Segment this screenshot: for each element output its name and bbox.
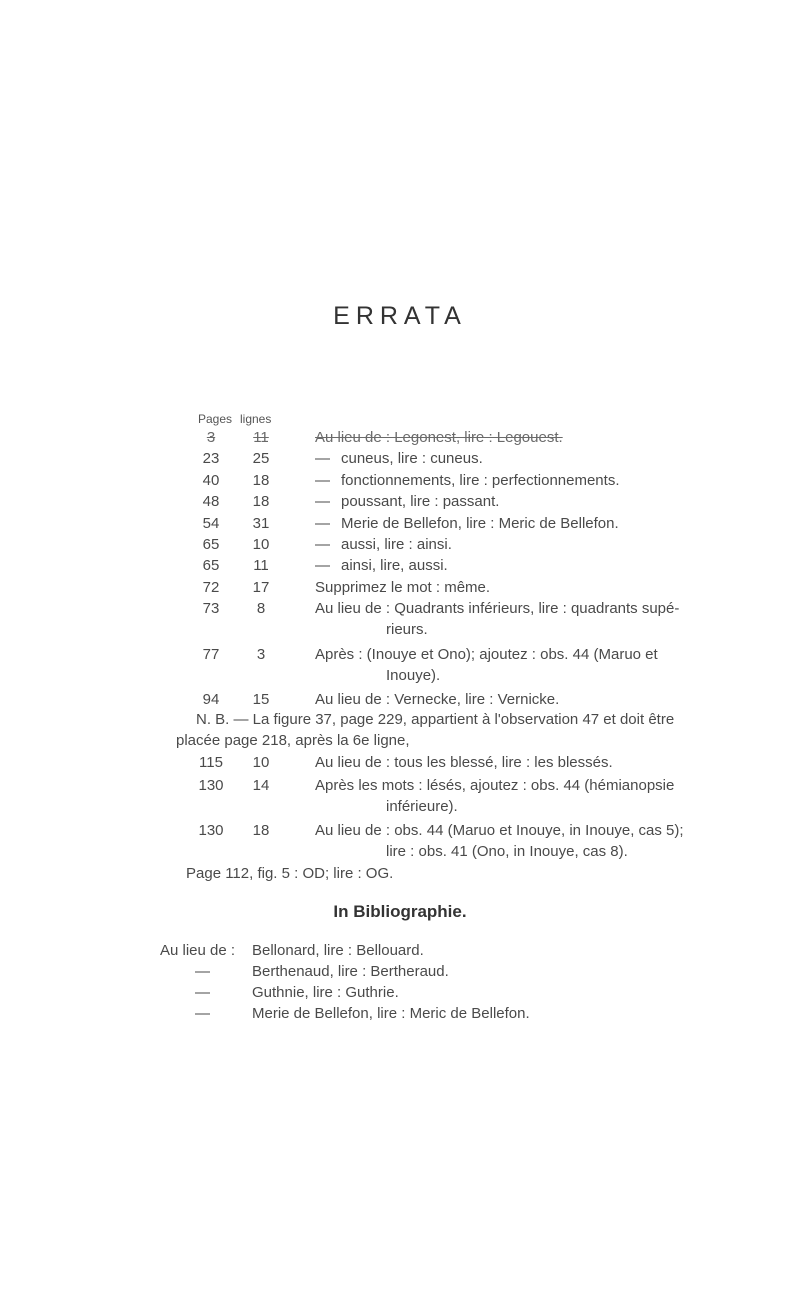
bibliography-dash: — [195, 984, 210, 1001]
bibliography-dash: — [195, 1005, 210, 1022]
entry-line: 11 [253, 429, 269, 446]
entry-line: 11 [253, 557, 269, 574]
entry-line: 10 [252, 536, 270, 553]
entry-continuation: lire : obs. 41 (Ono, in Inouye, cas 8). [386, 843, 628, 860]
entry-text: aussi, lire : ainsi. [341, 536, 452, 553]
bibliography-item: Guthnie, lire : Guthrie. [252, 984, 399, 1001]
page-fig-line: Page 112, fig. 5 : OD; lire : OG. [186, 865, 394, 882]
entry-page: 115 [199, 754, 223, 771]
note-line-1: N. B. — La figure 37, page 229, appartient à l'observation 47 et doit être [196, 711, 675, 728]
entry-dash: — [315, 557, 330, 574]
entry-page: 65 [202, 536, 220, 553]
entry-text: cuneus, lire : cuneus. [341, 450, 483, 467]
entry-text: Au lieu de : Quadrants inférieurs, lire : quadrants supé- [315, 600, 680, 617]
entry-line: 10 [252, 754, 270, 771]
entry-page: 130 [198, 822, 224, 839]
entry-text: Au lieu de : tous les blessé, lire : les blessés. [315, 754, 613, 771]
entry-line: 18 [252, 822, 270, 839]
header-lignes: lignes [240, 412, 272, 426]
bibliography-item: Bellonard, lire : Bellouard. [252, 942, 424, 959]
entry-text: Au lieu de : Vernecke, lire : Vernicke. [315, 691, 560, 708]
bibliography-heading: In Bibliographie. [333, 902, 467, 921]
entry-text: ainsi, lire, aussi. [341, 557, 448, 574]
entry-line: 15 [252, 691, 270, 708]
entry-page: 130 [198, 777, 224, 794]
entry-page: 77 [202, 646, 220, 663]
page-title: ERRATA [333, 302, 467, 330]
entry-text: Après : (Inouye et Ono); ajoutez : obs. 44 (Maruo et [315, 646, 658, 663]
entry-page: 40 [202, 472, 220, 489]
entry-dash: — [315, 472, 330, 489]
entry-line: 18 [252, 472, 270, 489]
entry-continuation: Inouye). [386, 667, 441, 684]
entry-dash: — [315, 536, 330, 553]
entry-line: 3 [256, 646, 266, 663]
bibliography-item: Berthenaud, lire : Bertheraud. [252, 963, 449, 980]
bibliography-dash: — [195, 963, 210, 980]
entry-text: Après les mots : lésés, ajoutez : obs. 44 (hémianopsie [315, 777, 675, 794]
entry-page: 65 [202, 557, 220, 574]
entry-line: 17 [252, 579, 270, 596]
entry-page: 73 [202, 600, 220, 617]
entry-line: 8 [256, 600, 266, 617]
entry-text: Supprimez le mot : même. [315, 579, 491, 596]
entry-line: 14 [252, 777, 270, 794]
note-line-2: placée page 218, après la 6e ligne, [176, 732, 410, 749]
entry-text: poussant, lire : passant. [341, 493, 500, 510]
header-pages: Pages [198, 412, 233, 426]
entry-text: fonctionnements, lire : perfectionnements. [341, 472, 620, 489]
entry-page: 23 [202, 450, 220, 467]
entry-line: 18 [252, 493, 270, 510]
entry-page: 72 [202, 579, 220, 596]
entry-continuation: rieurs. [386, 621, 428, 638]
bibliography-item: Merie de Bellefon, lire : Meric de Bellefon. [252, 1005, 530, 1022]
entry-text: Merie de Bellefon, lire : Meric de Bellefon. [341, 515, 619, 532]
entry-page: 54 [202, 515, 220, 532]
entry-line: 25 [252, 450, 270, 467]
entry-page: 48 [202, 493, 220, 510]
entry-dash: — [315, 515, 330, 532]
entry-dash: — [315, 493, 330, 510]
entry-page: 3 [206, 429, 216, 446]
entry-dash: — [315, 450, 330, 467]
entry-continuation: inférieure). [386, 798, 458, 815]
entry-line: 31 [252, 515, 270, 532]
entry-page: 94 [202, 691, 220, 708]
entry-text: Au lieu de : Legonest, lire : Legouest. [315, 429, 563, 446]
entry-text: Au lieu de : obs. 44 (Maruo et Inouye, in Inouye, cas 5); [315, 822, 684, 839]
bibliography-lead: Au lieu de : [160, 942, 236, 959]
